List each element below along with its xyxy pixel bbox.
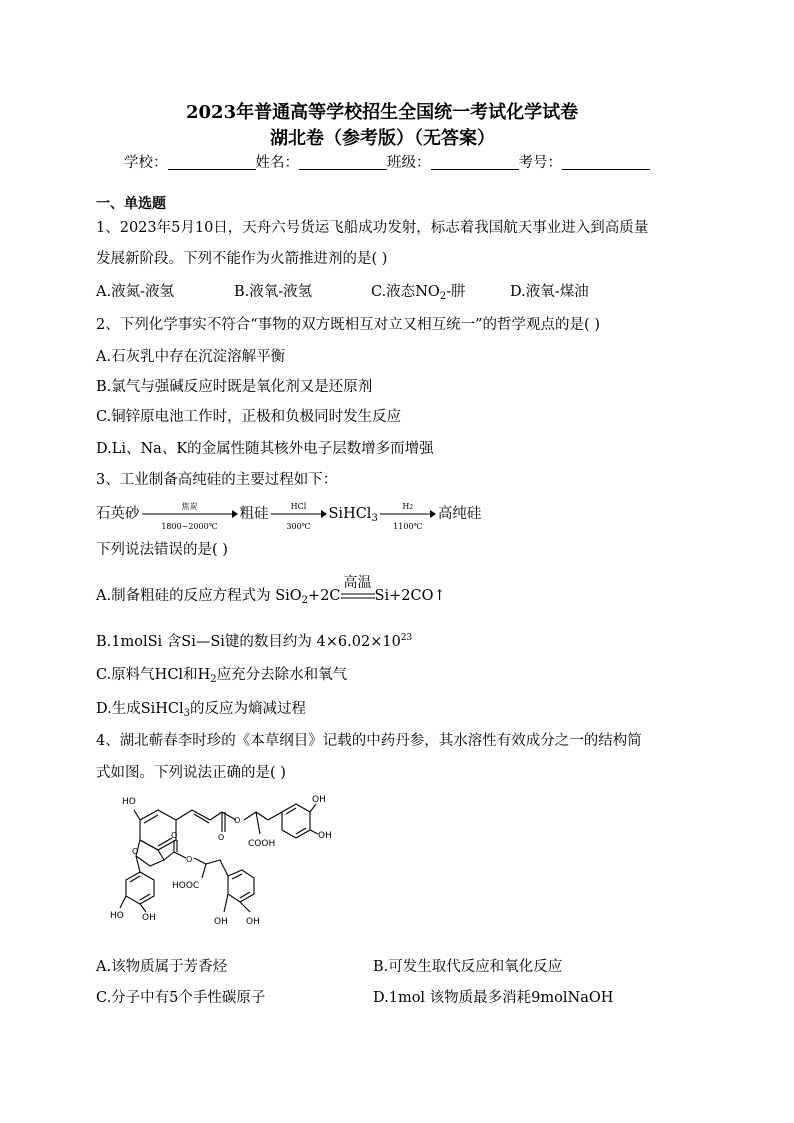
q3-stem: 3、工业制备高纯硅的主要过程如下： <box>96 472 338 488</box>
q3-option-a-eq-condition <box>341 575 375 603</box>
q3-option-d <box>96 697 306 719</box>
q3-option-b-pre: B.1molSi 含Si—Si键的数目约为 <box>96 634 312 650</box>
q1-option-c-formula: NO <box>415 284 440 300</box>
ring-bottom-left <box>126 872 154 904</box>
page-subtitle: 湖北卷（参考版）（无答案） <box>270 128 495 149</box>
label-oh-bottom-mid2: OH <box>246 917 260 927</box>
scheme-end: 高纯硅 <box>437 506 482 522</box>
q2-option-b: B.氯气与强碱反应时既是氧化剂又是还原剂 <box>96 379 373 395</box>
q2-option-a: A.石灰乳中存在沉淀溶解平衡 <box>96 349 286 365</box>
exam-no-blank <box>562 155 650 170</box>
scheme-arrow-1-bottom: 1800~2000℃ <box>161 522 218 531</box>
q3-option-c-pre: C.原料气HCl和 <box>96 667 198 683</box>
q1-option-c <box>371 280 466 302</box>
name-blank <box>299 155 387 170</box>
q3-option-a-pre: A.制备粗硅的反应方程式为 <box>96 588 271 604</box>
q3-option-c-formula: H <box>197 667 211 683</box>
q1-option-d: D.液氧-煤油 <box>510 284 589 300</box>
class-label: 班级： <box>387 155 431 171</box>
q3-option-c-sub: 2 <box>210 674 217 685</box>
exam-no-label: 考号： <box>518 155 562 171</box>
scheme-mid2: SiHCl <box>328 506 372 522</box>
q3-option-c <box>96 663 347 685</box>
label-oh-right-2: OH <box>318 831 332 841</box>
q4-option-c: C.分子中有5个手性碳原子 <box>96 990 266 1006</box>
school-label: 学校： <box>124 155 168 171</box>
label-ho-bottom-left: HO <box>110 911 124 921</box>
label-o-carbonyl-2: O <box>171 831 178 840</box>
q3-option-a-eq-cond-text: 高温 <box>343 575 372 591</box>
scheme-mid2-sub: 3 <box>371 513 378 524</box>
q2-stem: 2、下列化学事实不符合“事物的双方既相互对立又相互统一”的哲学观点的是( ) <box>96 317 600 333</box>
q4-stem-line1: 4、湖北蕲春李时珍的《本草纲目》记载的中药丹参，其水溶性有效成分之一的结构简 <box>96 733 642 749</box>
label-ho-top-left: HO <box>122 797 136 807</box>
q3-option-b-num: 4×6.02×10 <box>316 634 401 650</box>
label-hooc: HOOC <box>172 881 200 891</box>
q3-option-d-post: 的反应为熵减过程 <box>190 701 307 717</box>
ring-furan <box>136 840 164 866</box>
q3-option-d-pre: D.生成 <box>96 701 141 717</box>
q1-option-b: B.液氧-液氢 <box>234 284 313 300</box>
structural-formula-diagram <box>110 790 370 950</box>
q1-option-c-sub: 2 <box>439 291 447 302</box>
label-o-carbonyl-1: O <box>218 833 225 842</box>
scheme-arrow-1-top: 焦炭 <box>181 502 198 511</box>
q3-option-b <box>96 630 412 651</box>
student-info-row <box>124 151 650 172</box>
q3-option-b-exp: 23 <box>400 633 413 643</box>
q3-option-d-formula: SiHCl <box>140 701 184 717</box>
q2-option-c: C.铜锌原电池工作时，正极和负极同时发生反应 <box>96 409 402 425</box>
q3-option-a <box>96 575 446 606</box>
label-oh-right-1: OH <box>312 795 326 805</box>
scheme-arrow-2-top: HCl <box>290 502 307 511</box>
page-title: 2023年普通高等学校招生全国统一考试化学试卷 <box>186 102 579 123</box>
scheme-arrow-3-top <box>380 502 436 512</box>
q1-stem-line2: 发展新阶段。下列不能作为火箭推进剂的是( ) <box>96 251 388 267</box>
scheme-start: 石英砂 <box>96 506 140 522</box>
q1-option-c-pre: C.液态 <box>371 284 416 300</box>
scheme-arrow-3 <box>380 502 436 531</box>
q1-option-c-post: -肼 <box>446 284 466 300</box>
label-o-ester-2: O <box>186 855 193 864</box>
school-blank <box>168 155 256 170</box>
q3-option-a-eq-left-sub: 2 <box>301 595 309 606</box>
name-label: 姓名： <box>255 155 299 171</box>
label-o-furan: O <box>132 847 139 856</box>
q2-option-d: D.Li、Na、K的金属性随其核外电子层数增多而增强 <box>96 441 434 457</box>
scheme-mid1: 粗硅 <box>239 506 269 522</box>
q3-process-scheme <box>96 502 482 531</box>
q4-stem-line2: 式如图。下列说法正确的是( ) <box>96 765 286 781</box>
q1-option-a: A.液氮-液氢 <box>96 284 174 300</box>
q4-option-b: B.可发生取代反应和氧化反应 <box>373 959 563 975</box>
scheme-arrow-2 <box>271 502 327 531</box>
label-oh-bottom-left: OH <box>142 913 156 923</box>
class-blank <box>431 155 519 170</box>
q4-option-a: A.该物质属于芳香烃 <box>96 959 228 975</box>
section-heading: 一、单选题 <box>96 196 166 212</box>
q3-question: 下列说法错误的是( ) <box>96 542 228 558</box>
label-o-ester-1: O <box>234 816 241 825</box>
ring-top-right <box>282 804 310 838</box>
arrow-3-top-sub: 2 <box>409 504 414 511</box>
scheme-arrow-2-bottom: 300℃ <box>286 522 311 531</box>
scheme-arrow-1 <box>142 502 238 531</box>
scheme-arrow-3-bottom: 1100℃ <box>393 522 423 531</box>
q3-option-a-eq-left: SiO <box>275 588 302 604</box>
q3-option-a-eq-plus: +2C <box>308 588 341 604</box>
q3-option-d-sub: 3 <box>183 708 191 719</box>
label-oh-bottom-mid1: OH <box>214 917 228 927</box>
q1-stem-line1: 1、2023年5月10日，天舟六号货运飞船成功发射，标志着我国航天事业进入到高质量 <box>96 220 649 236</box>
ring-benzofuran-benzene <box>140 810 176 850</box>
arrow-3-top-text: H <box>402 502 410 511</box>
q3-option-c-post: 应充分去除水和氧气 <box>216 667 348 683</box>
label-cooh: COOH <box>248 839 276 849</box>
q4-option-d: D.1mol 该物质最多消耗9molNaOH <box>373 990 614 1006</box>
q3-option-a-eq-right: Si+2CO↑ <box>374 588 446 604</box>
